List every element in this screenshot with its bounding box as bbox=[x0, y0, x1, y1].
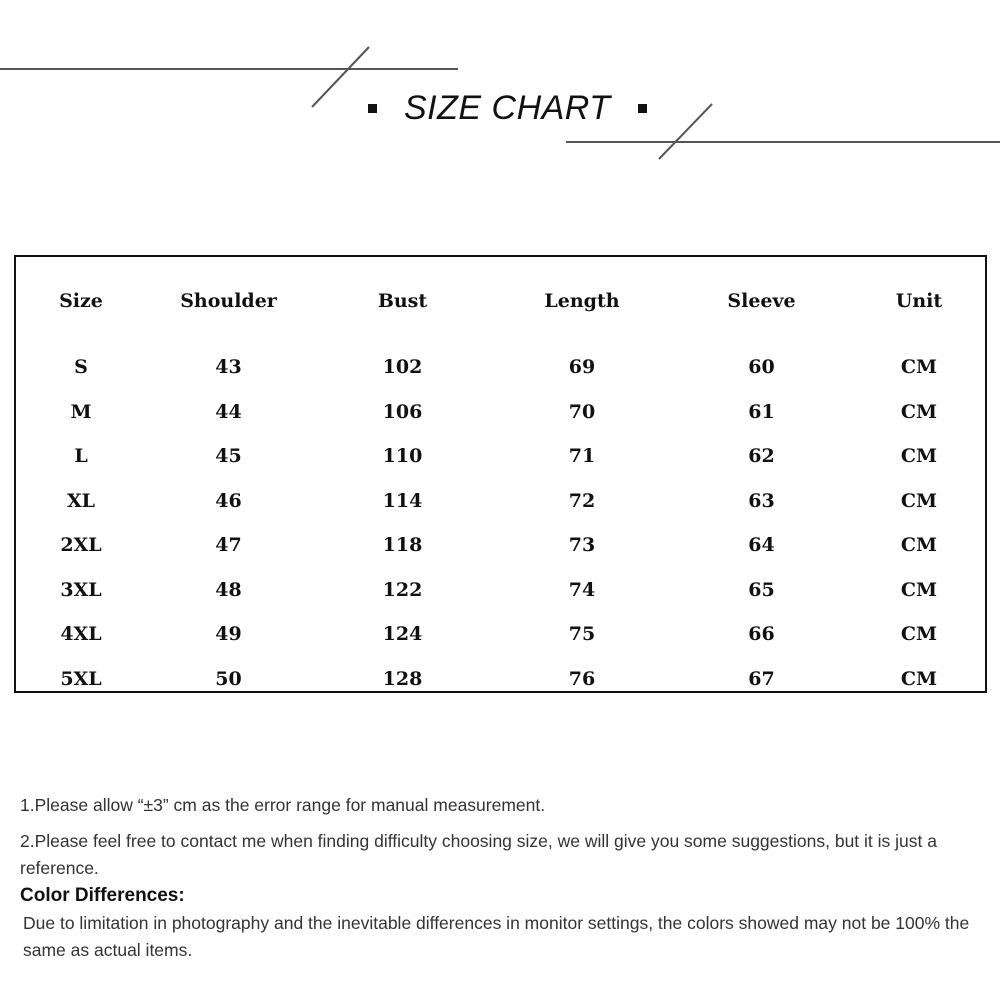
title-group bbox=[368, 86, 647, 130]
top-right-slash bbox=[659, 104, 712, 159]
table-cell: CM bbox=[900, 445, 938, 468]
page-title: SIZE CHART bbox=[404, 89, 611, 127]
table-cell: 74 bbox=[568, 578, 596, 601]
table-cell: 114 bbox=[382, 489, 423, 512]
table-cell: 106 bbox=[382, 400, 423, 423]
top-left-slash bbox=[312, 47, 369, 107]
table-cell: CM bbox=[900, 356, 938, 379]
table-cell: 46 bbox=[215, 489, 242, 512]
color-differences-text: Due to limitation in photography and the inevitable differences in monitor settings, the colors showed may not be 100% the same as actual items. bbox=[23, 913, 970, 960]
note-contact: 2.Please feel free to contact me when finding difficulty choosing size, we will give you some suggestions, but it is just a reference. bbox=[20, 831, 937, 878]
table-cell: 63 bbox=[748, 489, 775, 512]
table-cell: 118 bbox=[382, 534, 423, 557]
table-cell: 4XL bbox=[60, 623, 102, 646]
table-row bbox=[16, 390, 985, 435]
table-row bbox=[16, 434, 985, 479]
table-row bbox=[16, 345, 985, 390]
table-cell: 110 bbox=[382, 445, 423, 468]
table-cell: 65 bbox=[748, 578, 775, 601]
table-row bbox=[16, 612, 985, 657]
table-cell: 67 bbox=[748, 667, 775, 690]
table-cell: CM bbox=[900, 489, 938, 512]
table-cell: 102 bbox=[382, 356, 423, 379]
table-cell: 60 bbox=[748, 356, 775, 379]
table-cell: 48 bbox=[215, 578, 242, 601]
table-cell: L bbox=[74, 445, 88, 468]
table-cell: 66 bbox=[748, 623, 775, 646]
table-cell: 73 bbox=[568, 534, 596, 557]
left-bullet-icon bbox=[368, 104, 377, 113]
column-header: Unit bbox=[895, 290, 943, 312]
column-header: Sleeve bbox=[727, 290, 796, 312]
table-cell: 64 bbox=[748, 534, 775, 557]
table-row bbox=[16, 657, 985, 702]
column-header: Bust bbox=[377, 290, 428, 312]
table-cell: 61 bbox=[748, 400, 775, 423]
table-cell: XL bbox=[66, 489, 96, 512]
table-cell: 45 bbox=[215, 445, 242, 468]
note-error-range: 1.Please allow “±3” cm as the error range for manual measurement. bbox=[20, 795, 546, 815]
table-cell: 72 bbox=[568, 489, 596, 512]
table-cell: CM bbox=[900, 578, 938, 601]
table-cell: 70 bbox=[568, 400, 596, 423]
table-cell: 47 bbox=[215, 534, 242, 557]
table-cell: 44 bbox=[215, 400, 242, 423]
table-cell: CM bbox=[900, 534, 938, 557]
table-cell: 124 bbox=[382, 623, 423, 646]
right-bullet-icon bbox=[638, 104, 647, 113]
table-cell: 62 bbox=[748, 445, 775, 468]
table-cell: 76 bbox=[568, 667, 596, 690]
table-row bbox=[16, 479, 985, 524]
table-cell: S bbox=[74, 356, 88, 379]
table-cell: 49 bbox=[215, 623, 242, 646]
table-cell: CM bbox=[900, 400, 938, 423]
table-cell: CM bbox=[900, 623, 938, 646]
table-cell: 2XL bbox=[60, 534, 102, 557]
table-header-row bbox=[16, 257, 985, 345]
table-row bbox=[16, 523, 985, 568]
column-header: Length bbox=[544, 290, 620, 312]
notes-section bbox=[20, 792, 985, 964]
table-cell: 128 bbox=[382, 667, 423, 690]
column-header: Size bbox=[59, 290, 103, 312]
table-cell: 75 bbox=[568, 623, 596, 646]
color-differences-heading: Color Differences: bbox=[20, 885, 185, 906]
table-cell: 3XL bbox=[60, 578, 102, 601]
size-table bbox=[16, 257, 985, 701]
table-cell: 5XL bbox=[60, 667, 102, 690]
table-cell: CM bbox=[900, 667, 938, 690]
table-cell: 71 bbox=[568, 445, 596, 468]
size-table-frame bbox=[14, 255, 987, 693]
table-row bbox=[16, 568, 985, 613]
table-cell: 122 bbox=[382, 578, 423, 601]
table-cell: M bbox=[70, 400, 92, 423]
column-header: Shoulder bbox=[180, 290, 277, 312]
table-cell: 43 bbox=[215, 356, 242, 379]
table-cell: 50 bbox=[215, 667, 242, 690]
table-cell: 69 bbox=[568, 356, 596, 379]
